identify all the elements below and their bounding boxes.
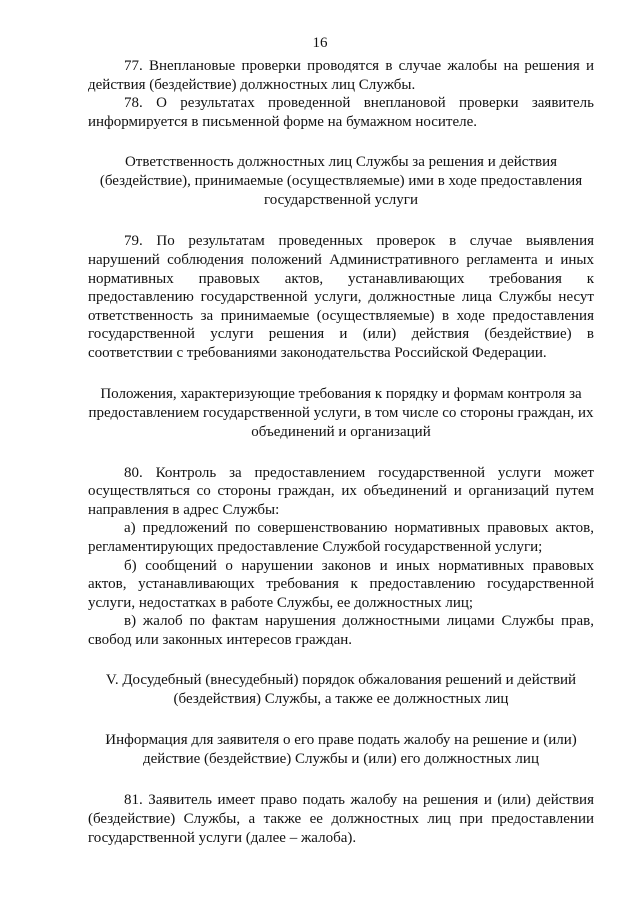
paragraph-79: 79. По результатам проведенных проверок в случае выявления нарушений соблюдения положений Административного регламента и иных нормативных правовых актов, устанавливающих требования к предоставлению государственной услуги, должностные лица Службы несут ответственность за принимаемые (осуществляемые) в ходе предоставления государственной услуги решения и (или) действия (бездействие) в соответствии с требованиями законодательства Российской Федерации. <box>88 233 594 361</box>
page-number: 16 <box>312 35 328 51</box>
heading-responsibility: Ответственность должностных лиц Службы за решения и действия (бездействие), принимаемые (осуществляемые) ими в ходе предоставления государственной услуги <box>99 154 583 209</box>
heading-complaint-info: Информация для заявителя о его праве подать жалобу на решение и (или) действие (бездействие) Службы и (или) его должностных лиц <box>105 732 577 768</box>
paragraph-80-a: а) предложений по совершенствованию нормативных правовых актов, регламентирующих предоставление Службой государственной услуги; <box>88 520 594 555</box>
paragraph-77: 77. Внеплановые проверки проводятся в случае жалобы на решения и действия (бездействие) должностных лиц Службы. <box>88 58 594 93</box>
paragraph-80-b: б) сообщений о нарушении законов и иных нормативных правовых актов, устанавливающих требования к предоставлению государственной услуги, недостатках в работе Службы, ее должностных лиц; <box>88 557 594 611</box>
paragraph-80-c: в) жалоб по фактам нарушения должностными лицами Службы прав, свобод или законных интересов граждан. <box>88 613 594 648</box>
heading-section-5: V. Досудебный (внесудебный) порядок обжалования решений и действий (бездействия) Службы, а также ее должностных лиц <box>105 672 577 708</box>
document-body <box>88 57 594 847</box>
paragraph-81: 81. Заявитель имеет право подать жалобу на решения и (или) действия (бездействие) Службы, а также ее должностных лиц при предоставлении государственной услуги (далее – жалоба). <box>88 792 594 846</box>
paragraph-80: 80. Контроль за предоставлением государственной услуги может осуществляться со стороны граждан, их объединений и организаций путем направления в адрес Службы: <box>88 464 594 518</box>
heading-control: Положения, характеризующие требования к порядку и формам контроля за предоставлением государственной услуги, в том числе со стороны граждан, их объединений и организаций <box>88 385 594 440</box>
paragraph-78: 78. О результатах проведенной внеплановой проверки заявитель информируется в письменной форме на бумажном носителе. <box>88 95 594 130</box>
